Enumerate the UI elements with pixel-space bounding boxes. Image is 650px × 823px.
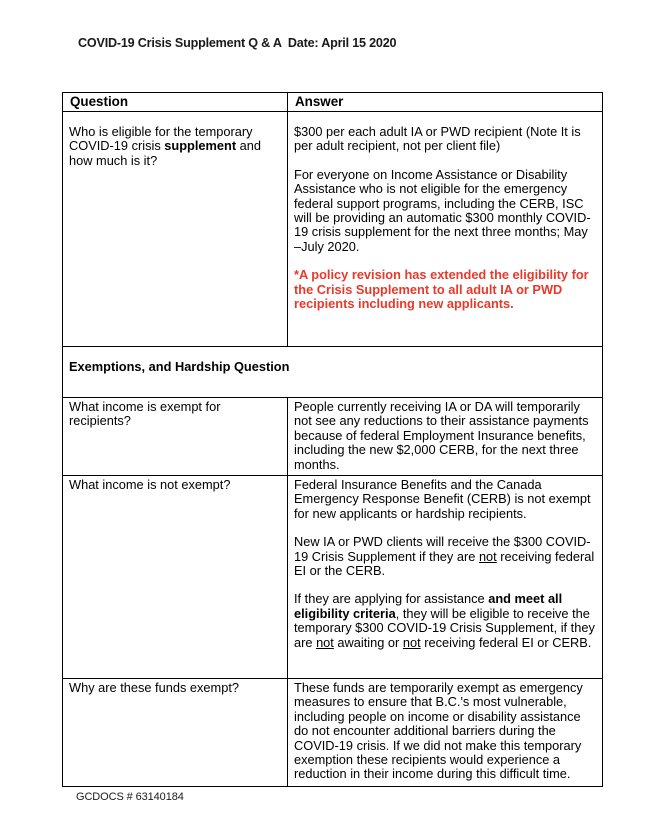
text-run: awaiting or <box>333 634 403 650</box>
paragraph <box>294 535 596 578</box>
text-run: not <box>478 548 497 564</box>
text-run: receiving federal EI or CERB. <box>420 634 592 650</box>
paragraph <box>69 478 281 492</box>
text-run: If they are applying for assistance <box>294 591 489 607</box>
text-run: not <box>402 634 421 650</box>
text-run: and meet all eligibility criteria <box>294 591 563 621</box>
paragraph <box>69 400 281 429</box>
table-row <box>63 476 603 679</box>
section-row <box>63 347 603 398</box>
text-run: $300 per each adult IA or PWD recipient (Note It is per adult recipient, not per client file) <box>294 124 581 154</box>
document-title: COVID-19 Crisis Supplement Q & A Date: April 15 2020 <box>78 36 397 50</box>
table-header-row <box>63 93 603 112</box>
answer-cell <box>288 476 603 679</box>
text-run: *A policy revision has extended the eligibility for the Crisis Supplement to all adult IA or PWD recipients including new applicants. <box>294 267 589 312</box>
question-cell <box>63 112 288 347</box>
paragraph <box>294 478 596 521</box>
paragraph <box>294 125 596 154</box>
text-run: not <box>316 634 334 650</box>
question-cell <box>63 476 288 679</box>
document-footer: GCDOCS # 63140184 <box>76 791 184 803</box>
text-run: For everyone on Income Assistance or Disability Assistance who is not eligible for the emergency federal support programs, including the CERB, ISC will be providing an automatic $300 monthly COVID-19 crisis supplement for the next three months; May –July 2020. <box>294 166 591 254</box>
section-cell: Exemptions, and Hardship Question <box>63 347 603 398</box>
question-cell <box>63 679 288 787</box>
question-cell <box>63 398 288 476</box>
qa-table <box>62 92 603 787</box>
text-run: supplement <box>164 138 237 154</box>
table-row <box>63 679 603 787</box>
paragraph <box>294 592 596 650</box>
answer-cell <box>288 398 603 476</box>
text-run: What income is not exempt? <box>69 477 231 492</box>
paragraph <box>294 400 596 472</box>
text-run: These funds are temporarily exempt as emergency measures to ensure that B.C.'s most vulnerable, including people on income or disability assistance do not encounter additional barriers during the COVID-19 crisis. If we did not make this temporary exemption these recipients would experience a reduction in their income during this difficult time. <box>294 680 583 782</box>
text-run: What income is exempt for recipients? <box>69 399 221 429</box>
text-run: Why are these funds exempt? <box>69 680 240 695</box>
paragraph <box>294 268 596 311</box>
question-column-header: Question <box>63 93 288 112</box>
answer-column-header: Answer <box>288 93 603 112</box>
text-run: Federal Insurance Benefits and the Canada Emergency Response Benefit (CERB) is not exempt for new applicants or hardship recipients. <box>294 477 591 521</box>
table-row <box>63 112 603 347</box>
answer-cell <box>288 112 603 347</box>
text-run: , they will be eligible to receive the temporary $300 COVID-19 Crisis Supplement, if they are <box>294 605 595 650</box>
text-run: receiving federal EI or the CERB. <box>294 548 595 579</box>
paragraph <box>69 125 281 168</box>
table-row <box>63 398 603 476</box>
text-run: Who is eligible for the temporary COVID-19 crisis <box>69 124 253 154</box>
paragraph <box>69 681 281 695</box>
text-run: People currently receiving IA or DA will temporarily not see any reductions to their assistance payments because of federal Employment Insurance benefits, including the new $2,000 CERB, for the next three months. <box>294 399 589 472</box>
text-run: and how much is it? <box>69 138 262 168</box>
text-run: New IA or PWD clients will receive the $300 COVID-19 Crisis Supplement if they are <box>294 534 591 564</box>
paragraph <box>294 681 596 782</box>
answer-cell <box>288 679 603 787</box>
paragraph <box>294 168 596 254</box>
